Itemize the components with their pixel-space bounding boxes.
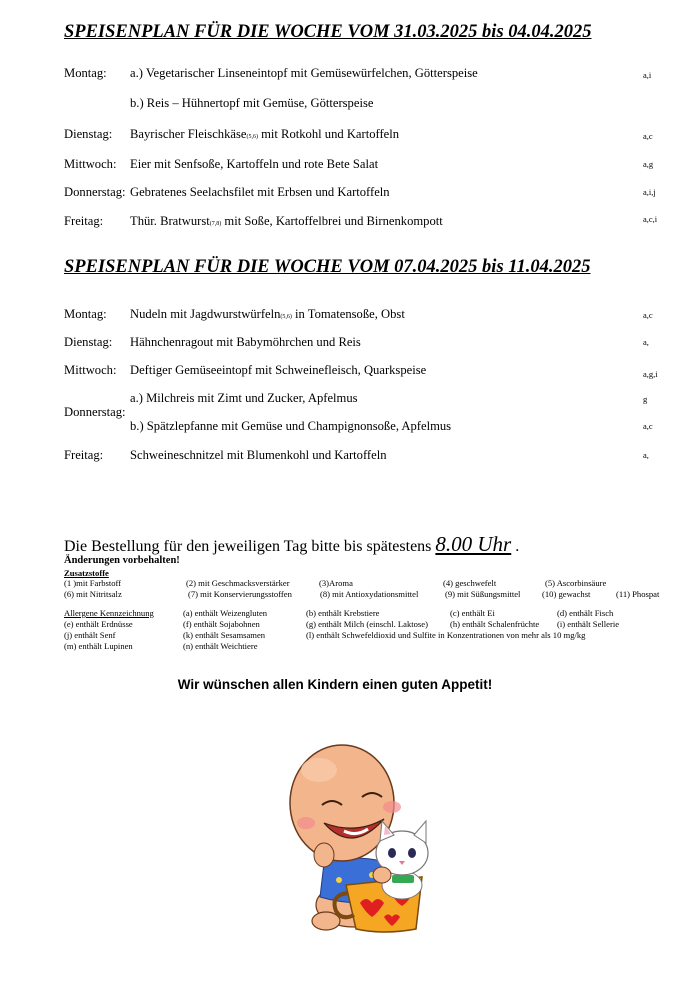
allergen-item: (e) enthält Erdnüsse xyxy=(64,619,133,629)
allergen-item: (j) enthält Senf xyxy=(64,630,116,640)
week1-monday-label: Montag: xyxy=(64,66,107,80)
week1-title: SPEISENPLAN FÜR DIE WOCHE VOM 31.03.2025 bis 04.04.2025 xyxy=(64,22,592,42)
week2-friday-code: a, xyxy=(643,450,649,460)
week1-tuesday-code: a,c xyxy=(643,131,653,141)
week1-friday-code: a,c,i xyxy=(643,214,658,224)
allergen-item: (a) enthält Weizengluten xyxy=(183,608,268,618)
week2-thursday-meal-b: b.) Spätzlepfanne mit Gemüse und Champignonsoße, Apfelmus xyxy=(130,419,452,433)
week1-tuesday-meal: Bayrischer Fleischkäse(5,6) mit Rotkohl und Kartoffeln xyxy=(130,127,400,141)
additive-item: (8) mit Antioxydationsmittel xyxy=(320,589,419,599)
allergen-item: (h) enthält Schalenfrüchte xyxy=(450,619,540,629)
week2-thursday-code-b: a,c xyxy=(643,421,653,431)
allergen-item: (b) enthält Krebstiere xyxy=(306,608,380,618)
week2-tuesday-code: a, xyxy=(643,337,649,347)
allergen-item: (d) enthält Fisch xyxy=(557,608,614,618)
order-deadline-note: Die Bestellung für den jeweiligen Tag bitte bis spätestens 8.00 Uhr . xyxy=(64,532,520,556)
order-deadline-time: 8.00 Uhr xyxy=(435,532,512,556)
week2-thursday-code-a: g xyxy=(643,394,648,404)
allergen-item: (f) enthält Sojabohnen xyxy=(183,619,260,629)
allergen-item: (m) enthält Lupinen xyxy=(64,641,133,651)
additive-item: (1 )mit Farbstoff xyxy=(64,578,122,588)
week2-monday-meal: Nudeln mit Jagdwurstwürfeln(5,6) in Tomatensoße, Obst xyxy=(130,307,405,321)
week2-title: SPEISENPLAN FÜR DIE WOCHE VOM 07.04.2025 bis 11.04.2025 xyxy=(64,257,591,277)
additive-item: (4) geschwefelt xyxy=(443,578,497,588)
week2-tuesday-label: Dienstag: xyxy=(64,335,113,349)
week2-friday-label: Freitag: xyxy=(64,448,104,462)
additive-item: (7) mit Konservierungsstoffen xyxy=(188,589,292,599)
additive-item: (11) Phospat xyxy=(616,589,660,599)
week1-thursday-code: a,i,j xyxy=(643,187,656,197)
week1-thursday-label: Donnerstag: xyxy=(64,185,126,199)
baby-foot xyxy=(312,912,340,930)
week1-friday-label: Freitag: xyxy=(64,214,104,228)
additive-item: (3)Aroma xyxy=(319,578,353,588)
week2-thursday-label: Donnerstag: xyxy=(64,405,126,419)
baby-with-kitten-illustration xyxy=(284,735,444,935)
additive-item: (5) Ascorbinsäure xyxy=(545,578,607,588)
additive-item: (6) mit Nitritsalz xyxy=(64,589,122,599)
week1-wednesday-code: a,g xyxy=(643,159,654,169)
week2-wednesday-label: Mittwoch: xyxy=(64,363,117,377)
week1-wednesday-meal: Eier mit Senfsoße, Kartoffeln und rote Bete Salat xyxy=(130,157,379,171)
week2-monday-code: a,c xyxy=(643,310,653,320)
additive-item: (10) gewachst xyxy=(542,589,591,599)
kitten-eye xyxy=(388,848,396,858)
week1-monday-meal-b: b.) Reis – Hühnertopf mit Gemüse, Götterspeise xyxy=(130,96,374,110)
additive-item: (2) mit Geschmacksverstärker xyxy=(186,578,290,588)
week1-wednesday-label: Mittwoch: xyxy=(64,157,117,171)
week1-monday-code: a,i xyxy=(643,70,652,80)
week1-monday-meal-a: a.) Vegetarischer Linseneintopf mit Gemüsewürfelchen, Götterspeise xyxy=(130,66,478,80)
week2-thursday-meal-a: a.) Milchreis mit Zimt und Zucker, Apfelmus xyxy=(130,391,358,405)
changes-note: Änderungen vorbehalten! xyxy=(64,555,180,566)
kitten-eye xyxy=(408,848,416,858)
allergens-heading: Allergene Kennzeichnung xyxy=(64,608,154,618)
additive-item: (9) mit Süßungsmittel xyxy=(445,589,521,599)
week2-wednesday-meal: Deftiger Gemüseeintopf mit Schweinefleisch, Quarkspeise xyxy=(130,363,427,377)
allergen-item: (g) enthält Milch (einschl. Laktose) xyxy=(306,619,428,629)
allergen-item: (n) enthält Weichtiere xyxy=(183,641,258,651)
week1-tuesday-label: Dienstag: xyxy=(64,127,113,141)
kitten-shirt xyxy=(392,875,414,883)
week2-friday-meal: Schweineschnitzel mit Blumenkohl und Kartoffeln xyxy=(130,448,387,462)
week1-thursday-meal: Gebratenes Seelachsfilet mit Erbsen und Kartoffeln xyxy=(130,185,390,199)
week2-wednesday-code: a,g,i xyxy=(643,369,658,379)
week1-friday-meal: Thür. Bratwurst(7,8) mit Soße, Kartoffelbrei und Birnenkompott xyxy=(130,214,443,228)
week2-tuesday-meal: Hähnchenragout mit Babymöhrchen und Reis xyxy=(130,335,361,349)
week2-monday-label: Montag: xyxy=(64,307,107,321)
allergen-item: (l) enthält Schwefeldioxid und Sulfite in Konzentrationen von mehr als 10 mg/kg xyxy=(306,630,586,640)
appetite-wish: Wir wünschen allen Kindern einen guten Appetit! xyxy=(177,677,493,692)
allergen-item: (i) enthält Sellerie xyxy=(557,619,620,629)
allergen-item: (k) enthält Sesamsamen xyxy=(183,630,266,640)
allergen-item: (c) enthält Ei xyxy=(450,608,495,618)
additives-heading: Zusatzstoffe xyxy=(64,568,109,578)
